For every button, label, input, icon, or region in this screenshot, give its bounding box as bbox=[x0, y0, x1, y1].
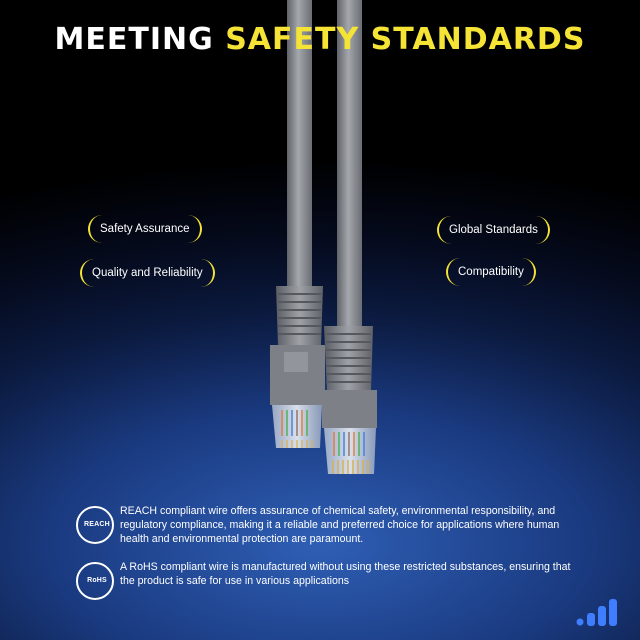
title-white-part: MEETING bbox=[54, 22, 214, 57]
signal-bars-logo-icon bbox=[574, 596, 624, 628]
rohs-badge-label: RoHS bbox=[87, 577, 107, 584]
right-cable bbox=[322, 0, 377, 474]
feature-safety-assurance: Safety Assurance bbox=[88, 215, 202, 243]
reach-badge-label: REACH bbox=[84, 521, 110, 528]
feature-quality-reliability: Quality and Reliability bbox=[80, 259, 215, 287]
page-title bbox=[0, 22, 640, 57]
reach-badge-icon bbox=[76, 506, 114, 544]
reach-description: REACH compliant wire offers assurance of chemical safety, environmental responsibility, and regulatory compliance, making it a reliable and preferred choice for applications where human health and environmental protection are paramount. bbox=[120, 505, 560, 545]
left-cable bbox=[270, 0, 325, 448]
rohs-description: A RoHS compliant wire is manufactured without using these restricted substances, ensuring that the product is safe for use in various applications bbox=[120, 561, 571, 587]
rohs-badge-icon bbox=[76, 562, 114, 600]
feature-compatibility: Compatibility bbox=[446, 258, 536, 286]
feature-global-standards: Global Standards bbox=[437, 216, 550, 244]
title-yellow-part: SAFETY STANDARDS bbox=[225, 22, 586, 57]
